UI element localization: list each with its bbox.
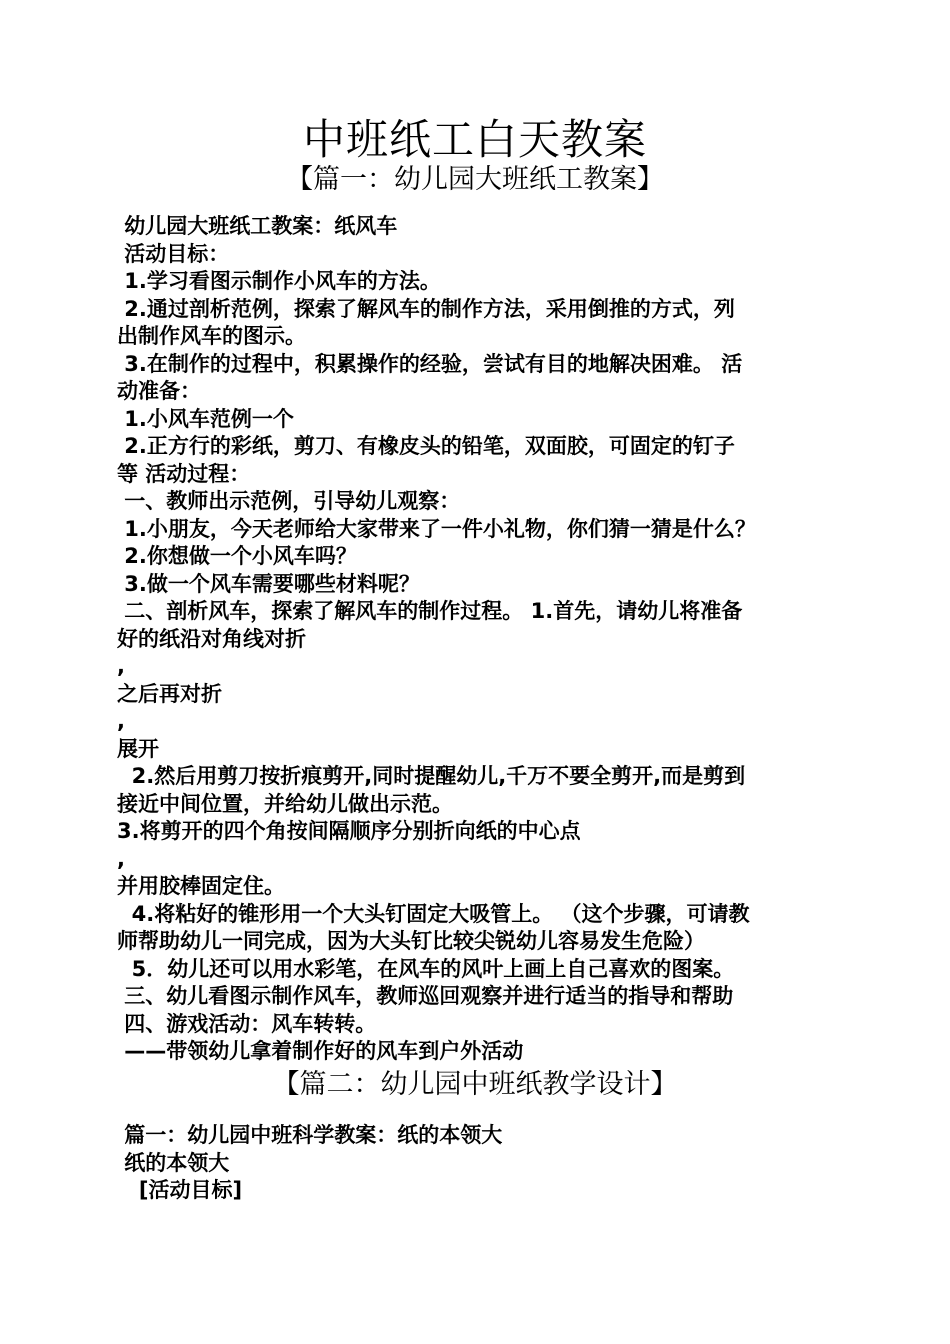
body-line: ——带领幼儿拿着制作好的风车到户外活动 — [117, 1039, 524, 1063]
body-line: 二、剖析风车，探索了解风车的制作过程。 1.首先，请幼儿将准备 — [117, 599, 743, 623]
body-line: 四、游戏活动：风车转转。 — [117, 1011, 377, 1036]
body-line: 1.学习看图示制作小风车的方法。 — [117, 269, 441, 293]
body-line: 纸的本领大 — [117, 1150, 230, 1175]
body-line: 一、教师出示范例，引导幼儿观察： — [117, 489, 461, 513]
body-line: 动准备： — [117, 379, 201, 403]
section2-heading: 【篇二：幼儿园中班纸教学设计】 — [272, 1069, 678, 1100]
body-line: , — [117, 654, 125, 678]
body-line: 2.你想做一个小风车吗？ — [117, 544, 357, 568]
body-line: 幼儿园大班纸工教案：纸风车 — [117, 214, 398, 238]
body-line: 3.在制作的过程中，积累操作的经验，尝试有目的地解决困难。 活 — [117, 351, 743, 376]
body-line: 活动目标： — [117, 241, 230, 266]
body-line: 4.将粘好的锥形用一个大头钉固定大吸管上。 （这个步骤，可请教 — [117, 901, 750, 926]
body-line: 好的纸沿对角线对折 — [117, 626, 306, 651]
body-line: , — [117, 709, 125, 733]
body-line: , — [117, 846, 125, 871]
body-line: 接近中间位置，并给幼儿做出示范。 — [117, 791, 453, 816]
body-line: 1.小风车范例一个 — [117, 406, 294, 431]
body-line: 师帮助幼儿一同完成，因为大头钉比较尖锐幼儿容易发生危险） — [117, 929, 705, 953]
body-line: 展开 — [117, 736, 159, 761]
body-line: 2.通过剖析范例，探索了解风车的制作方法，采用倒推的方式，列 — [117, 296, 735, 321]
body-line: 2.然后用剪刀按折痕剪开,同时提醒幼儿,千万不要全剪开,而是剪到 — [117, 764, 746, 788]
body-line: 等 活动过程： — [117, 461, 251, 486]
document-title: 中班纸工白天教案 — [302, 115, 647, 164]
section1-heading: 【篇一：幼儿园大班纸工教案】 — [286, 164, 664, 195]
body-line: [活动目标] — [117, 1178, 243, 1202]
section2-body — [117, 1122, 837, 1205]
body-line: 三、幼儿看图示制作风车，教师巡回观察并进行适当的指导和帮助 — [117, 984, 734, 1008]
body-line: 之后再对折 — [117, 681, 222, 706]
body-line: 出制作风车的图示。 — [117, 324, 306, 348]
body-line: 1.小朋友，今天老师给大家带来了一件小礼物，你们猜一猜是什么？ — [117, 516, 756, 541]
body-line: 并用胶棒固定住。 — [117, 874, 285, 898]
section1-body — [117, 213, 837, 1066]
body-line: 3.做一个风车需要哪些材料呢？ — [117, 571, 420, 596]
body-line: 2.正方行的彩纸，剪刀、有橡皮头的铅笔，双面胶，可固定的钉子 — [117, 434, 735, 458]
body-line: 篇一：幼儿园中班科学教案：纸的本领大 — [117, 1123, 503, 1147]
body-line: 3.将剪开的四个角按间隔顺序分别折向纸的中心点 — [117, 819, 581, 843]
body-line: 5．幼儿还可以用水彩笔，在风车的风叶上画上自己喜欢的图案。 — [117, 956, 735, 981]
